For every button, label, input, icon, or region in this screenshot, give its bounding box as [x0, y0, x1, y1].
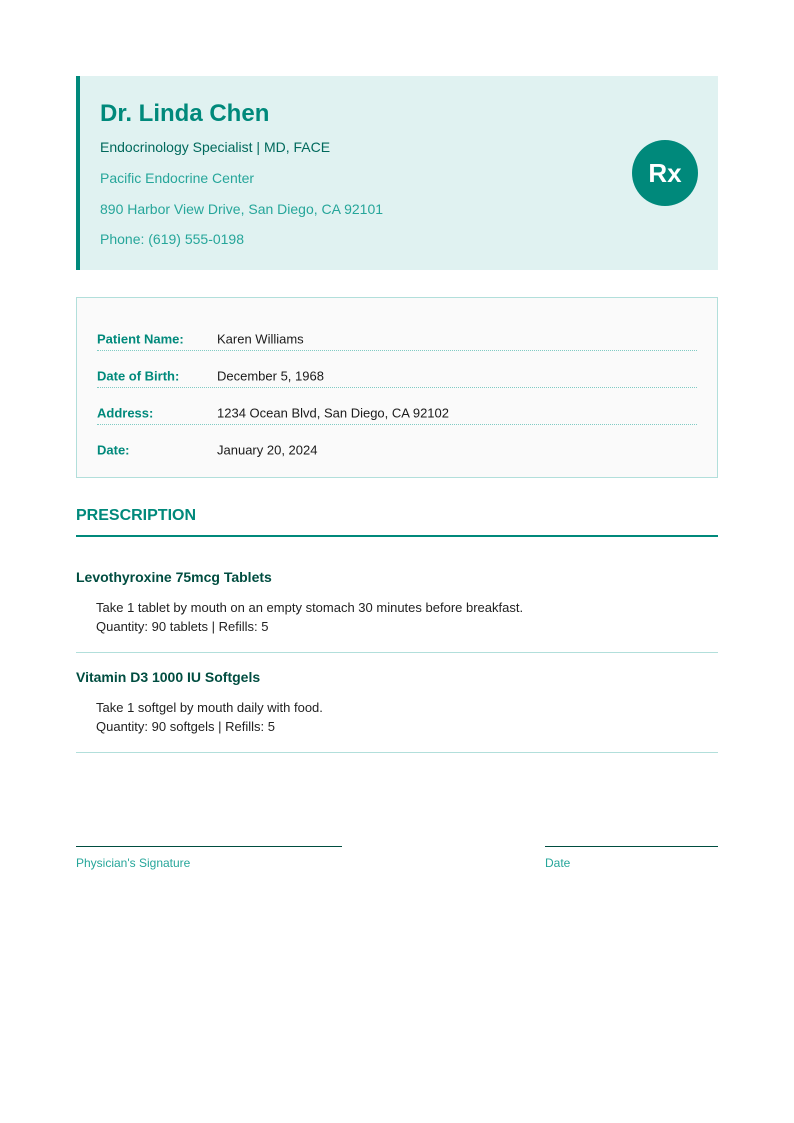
signature-date-label: Date — [545, 856, 571, 870]
medication-name: Levothyroxine 75mcg Tablets — [76, 569, 272, 585]
medication-item — [76, 653, 718, 753]
prescription-section-header — [76, 497, 718, 537]
prescriber-header — [76, 76, 718, 270]
clinic-phone: Phone: (619) 555-0198 — [100, 231, 244, 247]
medication-item — [76, 553, 718, 653]
medication-instructions: Take 1 softgel by mouth daily with food. — [96, 700, 323, 715]
medication-quantity: Quantity: 90 softgels | Refills: 5 — [96, 719, 275, 734]
patient-row-dob — [97, 350, 697, 388]
prescription-date-label: Date: — [97, 442, 130, 458]
signature-date-line[interactable] — [545, 846, 718, 847]
physician-signature-line[interactable] — [76, 846, 342, 847]
doctor-specialty: Endocrinology Specialist | MD, FACE — [100, 139, 331, 155]
prescription-date-value: January 20, 2024 — [217, 442, 318, 458]
physician-signature-label: Physician's Signature — [76, 856, 191, 870]
medication-instructions: Take 1 tablet by mouth on an empty stomach 30 minutes before breakfast. — [96, 600, 524, 615]
patient-info-box — [76, 297, 718, 478]
patient-dob-value: December 5, 1968 — [217, 368, 324, 384]
rx-badge-icon: Rx — [632, 140, 698, 206]
patient-address-label: Address: — [97, 405, 154, 421]
patient-row-address — [97, 387, 697, 425]
clinic-name: Pacific Endocrine Center — [100, 170, 255, 186]
patient-row-date — [97, 424, 697, 461]
patient-name-label: Patient Name: — [97, 331, 184, 347]
doctor-name: Dr. Linda Chen — [100, 100, 270, 127]
patient-dob-label: Date of Birth: — [97, 368, 180, 384]
patient-address-value: 1234 Ocean Blvd, San Diego, CA 92102 — [217, 405, 449, 421]
medication-quantity: Quantity: 90 tablets | Refills: 5 — [96, 619, 269, 634]
medication-name: Vitamin D3 1000 IU Softgels — [76, 669, 261, 685]
patient-name-value: Karen Williams — [217, 331, 304, 347]
patient-row-name — [97, 313, 697, 351]
clinic-address: 890 Harbor View Drive, San Diego, CA 92101 — [100, 201, 384, 217]
prescription-heading: PRESCRIPTION — [76, 507, 197, 524]
